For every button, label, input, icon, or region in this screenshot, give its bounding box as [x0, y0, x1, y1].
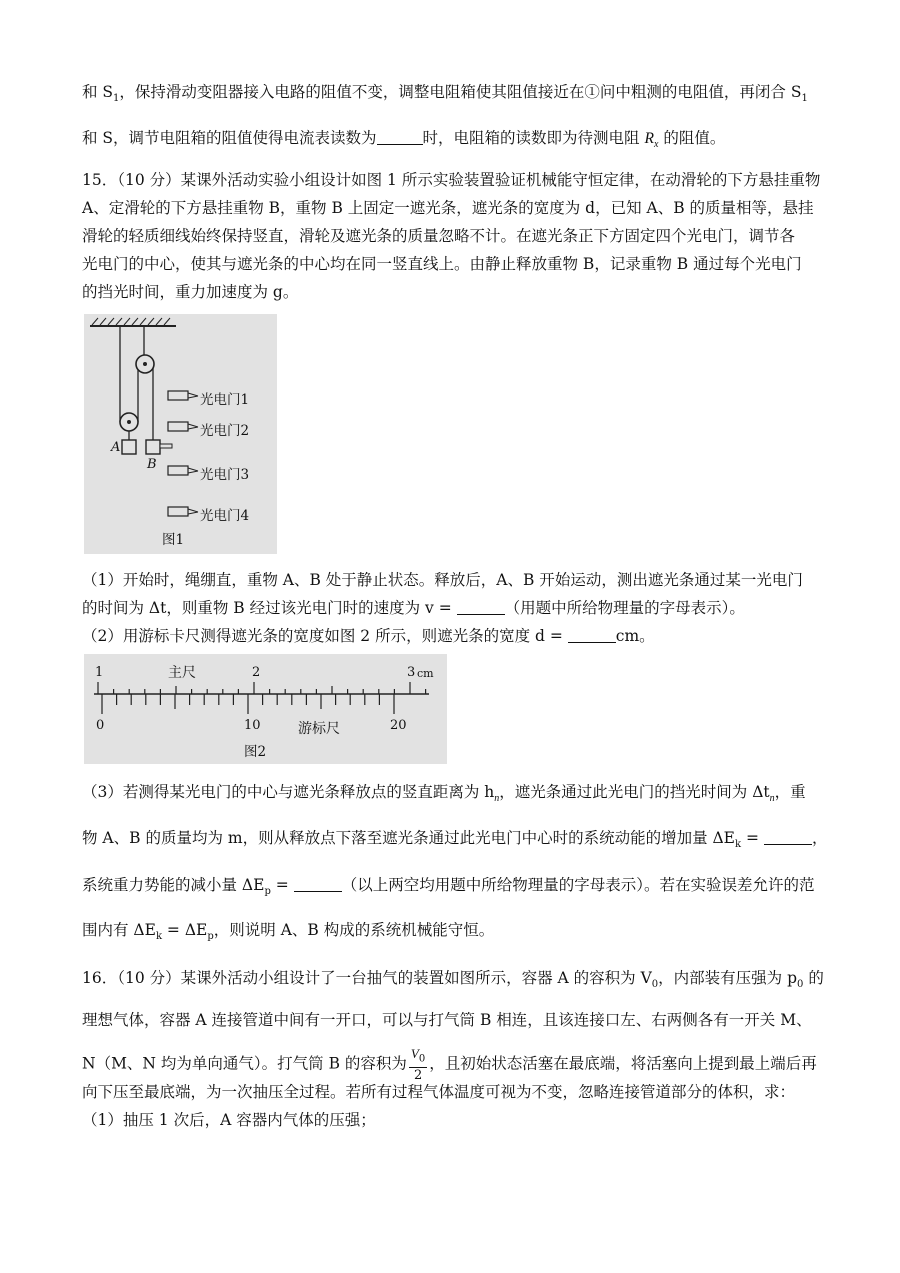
- gate-label-1: 光电门1: [200, 392, 250, 408]
- main-tick-2: 2: [252, 665, 261, 680]
- fraction-v0-over-2: $\frac{V_0}{2}$: [410, 1046, 426, 1083]
- gate-label-3: 光电门3: [200, 467, 250, 483]
- answer-blank[interactable]: [764, 830, 812, 845]
- answer-blank[interactable]: [568, 628, 616, 643]
- vernier-tick-20: 20: [390, 718, 407, 733]
- q15-line-5: 的挡光时间，重力加速度为 g。: [82, 283, 299, 301]
- q16-line-4: 向下压至最底端，为一次抽压全过程。若所有过程气体温度可视为不变，忽略连接管道部分的体积，求：: [82, 1083, 796, 1101]
- vernier-scale-ticks: [102, 694, 394, 714]
- q16-line-1: 16．（10 分）某课外活动小组设计了一台抽气的装置如图所示，容器 A 的容积为 $V_0$，内部装有压强为 $p_0$ 的: [82, 969, 824, 991]
- figure-1: [84, 314, 277, 554]
- p2-line: （2）用游标卡尺测得遮光条的宽度如图 2 所示，则遮光条的宽度 d = cm。: [82, 627, 655, 645]
- p1-line-1: （1）开始时，绳绷直，重物 A、B 处于静止状态。释放后，A、B 开始运动，测出遮光条通过某一光电门: [82, 571, 803, 589]
- vernier-scale-label: 游标尺: [298, 721, 340, 737]
- text-line-2: 和 S，调节电阻箱的阻值使得电流表读数为 时，电阻箱的读数即为待测电阻 $R_x$ 的阻值。: [82, 129, 726, 151]
- q15-line-1: 15．（10 分）某课外活动实验小组设计如图 1 所示实验装置验证机械能守恒定律，在动滑轮的下方悬挂重物: [82, 171, 821, 189]
- q16-line-2: 理想气体，容器 A 连接管道中间有一开口，可以与打气筒 B 相连，且该连接口左、右两侧各有一开关 M、: [82, 1011, 812, 1029]
- main-tick-3: 3: [407, 665, 416, 680]
- q15-line-3: 滑轮的轻质细线始终保持竖直，滑轮及遮光条的质量忽略不计。在遮光条正下方固定四个光电门，调节各: [82, 227, 796, 245]
- p1-line-2: 的时间为 Δt，则重物 B 经过该光电门时的速度为 v = （用题中所给物理量的字母表示）。: [82, 599, 745, 617]
- q16-line-3: N（M、N 均为单向通气）。打气筒 B 的容积为 $\frac{V_0}{2}$ ，且初始状态活塞在最底端，将活塞向上提到最上端后再: [82, 1046, 817, 1083]
- gate-label-4: 光电门4: [200, 508, 250, 524]
- label-a: A: [111, 440, 121, 455]
- figure-2: [84, 654, 447, 764]
- figure-1-caption: 图1: [162, 532, 185, 548]
- main-tick-1: 1: [95, 665, 104, 680]
- vernier-tick-10: 10: [244, 718, 261, 733]
- label-b: B: [147, 457, 157, 472]
- p3-line-4: 围内有 $\Delta E_k = \Delta E_p$，则说明 A、B 构成的系统机械能守恒。: [82, 921, 495, 943]
- vernier-tick-0: 0: [96, 718, 105, 733]
- answer-blank[interactable]: [377, 130, 423, 145]
- q15-line-4: 光电门的中心，使其与遮光条的中心均在同一竖直线上。由静止释放重物 B，记录重物 B 通过每个光电门: [82, 255, 802, 273]
- answer-blank[interactable]: [294, 877, 342, 892]
- text-line-1: 和 $S_1$，保持滑动变阻器接入电路的阻值不变，调整电阻箱使其阻值接近在①问中粗测的电阻值，再闭合 $S_1$: [82, 83, 808, 105]
- main-scale-label: 主尺: [168, 665, 196, 681]
- answer-blank[interactable]: [457, 600, 505, 615]
- p3-line-2: 物 A、B 的质量均为 m，则从释放点下落至遮光条通过此光电门中心时的系统动能的增加量 $\Delta E_k$ = ，: [82, 829, 828, 851]
- p3-line-1: （3）若测得某光电门的中心与遮光条释放点的竖直距离为 $h_n$，遮光条通过此光电门的挡光时间为 $\Delta t_n$，重: [82, 783, 806, 805]
- q16-line-5: （1）抽压 1 次后，A 容器内气体的压强；: [82, 1111, 376, 1129]
- q15-line-2: A、定滑轮的下方悬挂重物 B，重物 B 上固定一遮光条，遮光条的宽度为 d，已知 A、B 的质量相等，悬挂: [82, 199, 814, 217]
- main-scale-ticks: [98, 682, 426, 694]
- unit-label: cm: [417, 667, 434, 680]
- gate-label-2: 光电门2: [200, 423, 250, 439]
- p3-line-3: 系统重力势能的减小量 $\Delta E_p$ = （以上两空均用题中所给物理量的字母表示）。若在实验误差允许的范: [82, 876, 815, 898]
- figure-2-caption: 图2: [244, 744, 267, 760]
